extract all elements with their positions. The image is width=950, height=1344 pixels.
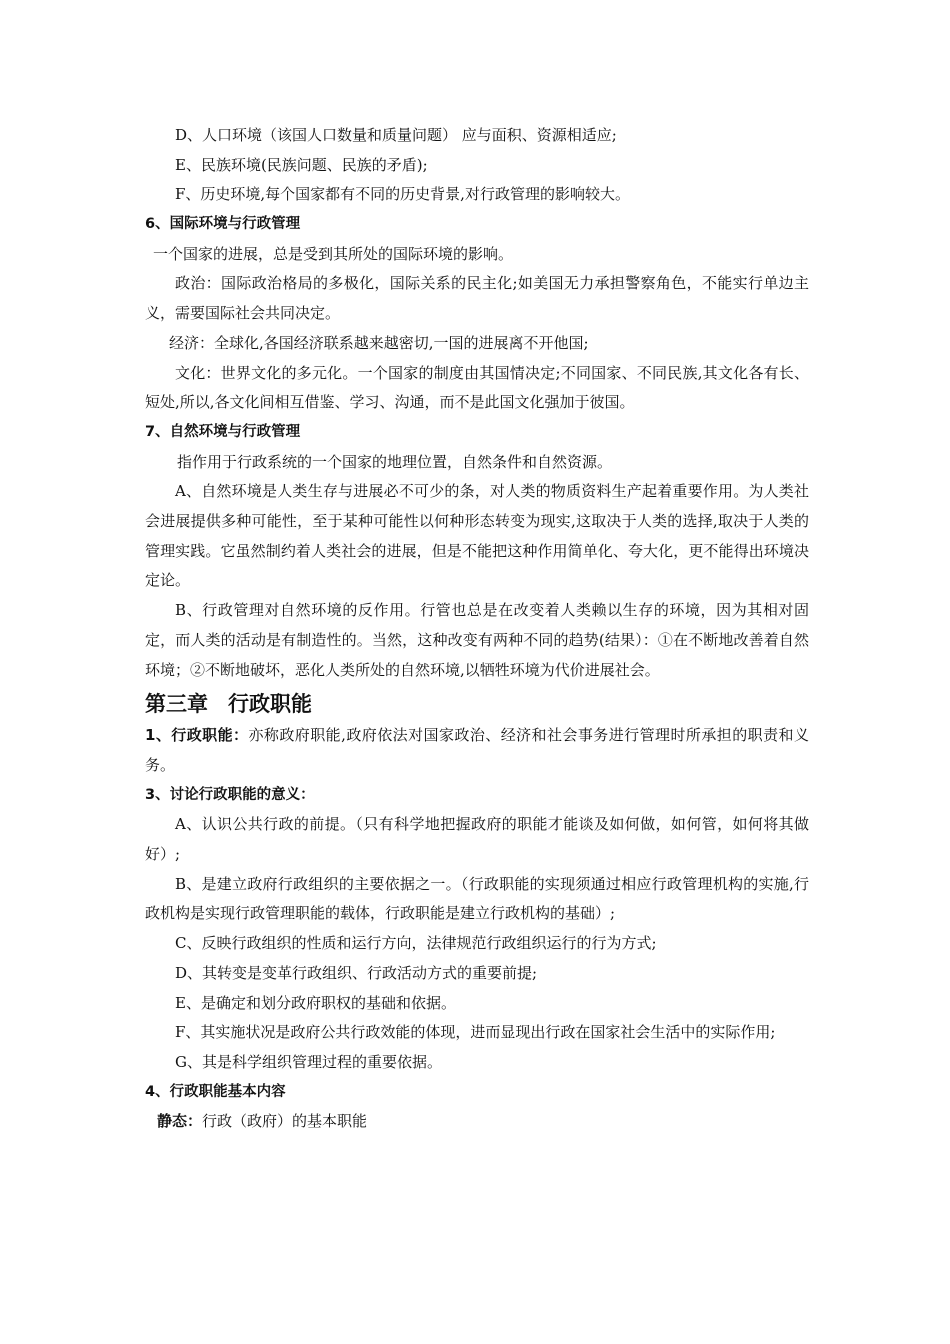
section-heading: 7、自然环境与行政管理 bbox=[145, 423, 301, 440]
text-line: 经济：全球化,各国经济联系越来越密切,一国的进展离不开他国; bbox=[169, 333, 589, 352]
text-line: 指作用于行政系统的一个国家的地理位置，自然条件和自然资源。 bbox=[177, 452, 613, 471]
list-item: D、其转变是变革行政组织、行政活动方式的重要前提; bbox=[175, 963, 538, 982]
list-item: G、其是科学组织管理过程的重要依据。 bbox=[175, 1052, 442, 1071]
text-line: E、民族环境(民族问题、民族的矛盾); bbox=[175, 155, 428, 174]
document-page bbox=[145, 121, 809, 1137]
static-label: 静态： bbox=[157, 1112, 203, 1131]
static-text: 行政（政府）的基本职能 bbox=[202, 1112, 368, 1131]
list-item: F、其实施状况是政府公共行政效能的体现，进而显现出行政在国家社会生活中的实际作用; bbox=[175, 1023, 776, 1042]
list-item: A、认识公共行政的前提。（只有科学地把握政府的职能才能谈及如何做，如何管，如何将其做好）; bbox=[145, 815, 809, 864]
section-heading: 4、行政职能基本内容 bbox=[145, 1083, 286, 1100]
text-line: 一个国家的进展，总是受到其所处的国际环境的影响。 bbox=[153, 244, 514, 263]
paragraph: A、自然环境是人类生存与进展必不可少的条，对人类的物质资料生产起着重要作用。为人类社会进展提供多种可能性，至于某种可能性以何种形态转变为现实,这取决于人类的选择,取决于人类的管理实践。它虽然制约着人类社会的进展，但是不能把这种作用简单化、夸大化，更不能得出环境决定论。 bbox=[145, 482, 809, 590]
text-line: D、人口环境（该国人口数量和质量问题） 应与面积、资源相适应; bbox=[175, 126, 617, 144]
list-item: E、是确定和划分政府职权的基础和依据。 bbox=[175, 993, 456, 1012]
list-item: B、是建立政府行政组织的主要依据之一。（行政职能的实现须通过相应行政管理机构的实施,行政机构是实现行政管理职能的载体，行政职能是建立行政机构的基础）; bbox=[145, 874, 809, 923]
term-label: 1、行政职能： bbox=[145, 726, 249, 745]
chapter-number: 第三章 bbox=[145, 692, 208, 717]
section-heading: 6、国际环境与行政管理 bbox=[145, 216, 301, 233]
paragraph bbox=[145, 721, 809, 780]
term-definition: 亦称政府职能,政府依法对国家政治、经济和社会事务进行管理时所承担的职责和义务。 bbox=[145, 726, 809, 774]
paragraph: 文化：世界文化的多元化。一个国家的制度由其国情决定;不同国家、不同民族,其文化各有长、短处,所以,各文化间相互借鉴、学习、沟通，而不是此国文化强加于彼国。 bbox=[145, 363, 809, 412]
text-line bbox=[145, 1107, 809, 1137]
chapter-title bbox=[145, 687, 809, 721]
paragraph: B、行政管理对自然环境的反作用。行管也总是在改变着人类赖以生存的环境，因为其相对固定，而人类的活动是有制造性的。当然，这种改变有两种不同的趋势(结果）：①在不断地改善着自然环境；②不断地破坏，恶化人类所处的自然环境,以牺牲环境为代价进展社会。 bbox=[145, 601, 809, 679]
chapter-name: 行政职能 bbox=[228, 692, 312, 717]
section-heading: 3、讨论行政职能的意义： bbox=[145, 786, 315, 803]
list-item: C、反映行政组织的性质和运行方向，法律规范行政组织运行的行为方式; bbox=[175, 934, 657, 953]
text-line: F、历史环境,每个国家都有不同的历史背景,对行政管理的影响较大。 bbox=[175, 185, 630, 204]
paragraph: 政治：国际政治格局的多极化，国际关系的民主化;如美国无力承担警察角色，不能实行单边主义，需要国际社会共同决定。 bbox=[145, 274, 809, 323]
